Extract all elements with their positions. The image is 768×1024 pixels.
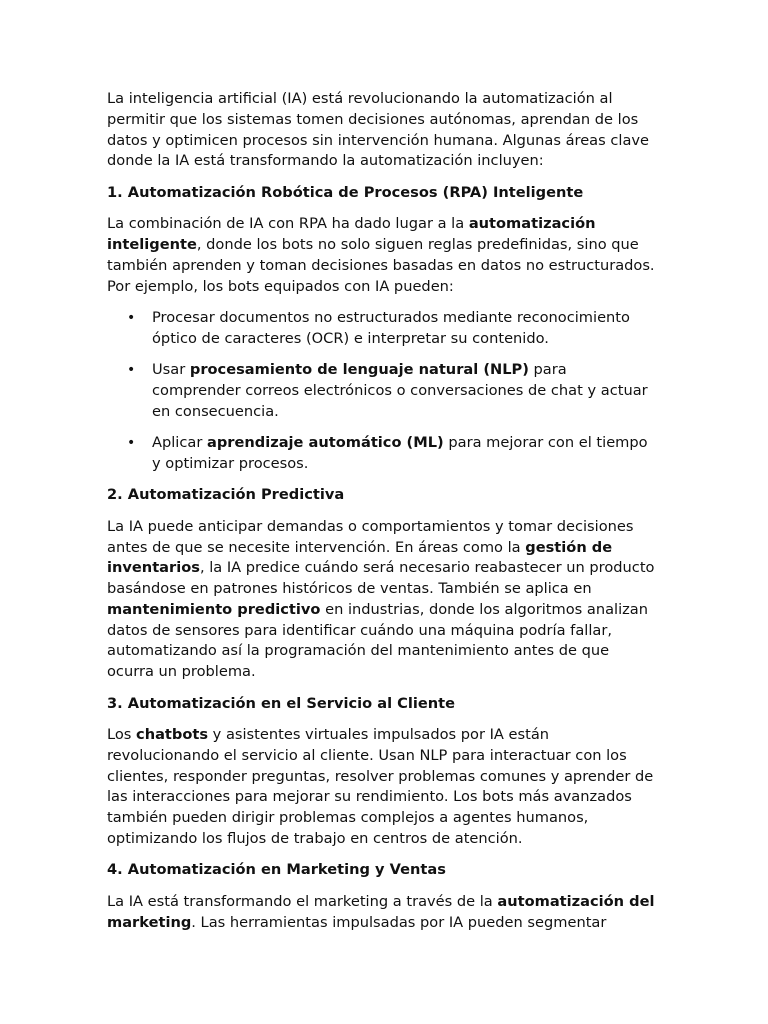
text-run: Aplicar [152,434,207,452]
text-run: en industrias, donde los algoritmos analizan datos de sensores para identificar cuándo una máquina podría fallar, automatizando así la programación del mantenimiento antes de que ocurra un problema. [107,600,648,681]
document-page [107,89,659,944]
list-item [107,360,659,422]
section-1-heading: 1. Automatización Robótica de Procesos (RPA) Inteligente [107,183,584,201]
section-3-heading: 3. Automatización en el Servicio al Cliente [107,694,456,712]
list-item-text: Procesar documentos no estructurados mediante reconocimiento óptico de caracteres (OCR) e interpretar su contenido. [152,308,630,347]
bullet-icon: • [127,435,136,452]
section-3-paragraph [107,725,659,850]
section-2-paragraph [107,517,659,683]
bold-term: aprendizaje automático (ML) [206,434,444,452]
text-run: La combinación de IA con RPA ha dado lugar a la [107,215,469,233]
bullet-icon: • [127,309,136,326]
intro-paragraph: La inteligencia artificial (IA) está revolucionando la automatización al permitir que los sistemas tomen decisiones autónomas, aprendan de los datos y optimicen procesos sin intervención humana. Algunas áreas clave donde la IA está transformando la automatización incluyen: [107,90,649,170]
section-1-paragraph [107,214,659,297]
text-run: La IA está transformando el marketing a través de la [107,892,498,910]
section-1-list [107,308,659,475]
text-run: . Las herramientas impulsadas por IA pueden segmentar [191,913,607,931]
text-run: La IA puede anticipar demandas o comportamientos y tomar decisiones antes de que se necesite intervención. En áreas como la [107,517,634,556]
bold-term: procesamiento de lenguaje natural (NLP) [189,361,529,379]
list-item [107,308,659,350]
section-2-heading: 2. Automatización Predictiva [107,486,345,504]
section-4-heading: 4. Automatización en Marketing y Ventas [107,861,446,879]
text-run: y asistentes virtuales impulsados por IA están revolucionando el servicio al cliente. Usan NLP para interactuar con los clientes, responder preguntas, resolver problemas comunes y aprender de las interacciones para mejorar su rendimiento. Los bots más avanzados también pueden dirigir problemas complejos a agentes humanos, optimizando los flujos de trabajo en centros de atención. [107,726,654,848]
list-item [107,433,659,475]
text-run: Usar [152,361,190,379]
text-run: , donde los bots no solo siguen reglas predefinidas, sino que también aprenden y toman decisiones basadas en datos no estructurados. Por ejemplo, los bots equipados con IA pueden: [107,235,655,295]
bold-term: mantenimiento predictivo [107,600,321,618]
bold-term: automatización del marketing [107,892,655,931]
text-run: para comprender correos electrónicos o conversaciones de chat y actuar en consecuencia. [152,361,648,420]
bold-term: gestión de inventarios [107,538,613,577]
bold-term: automatización inteligente [107,215,596,253]
text-run: , la IA predice cuándo será necesario reabastecer un producto basándose en patrones históricos de ventas. También se aplica en [107,559,655,598]
bold-term: chatbots [136,726,209,744]
section-4-paragraph [107,892,659,934]
text-run: para mejorar con el tiempo y optimizar procesos. [152,434,648,472]
text-run: Los [107,726,137,744]
bullet-icon: • [127,362,136,379]
